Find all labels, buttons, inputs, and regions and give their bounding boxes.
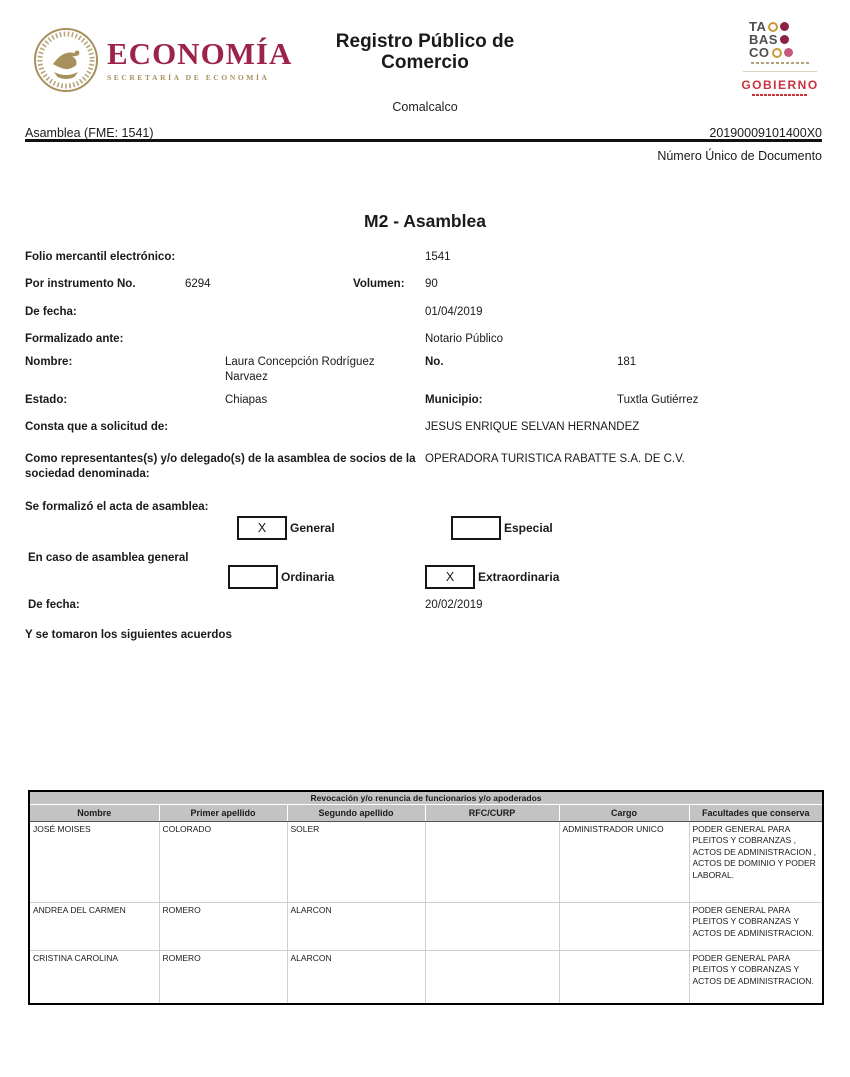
- checkbox-row-general-especial: [25, 516, 822, 542]
- folio-value: 1541: [425, 251, 451, 263]
- especial-checkbox: [451, 516, 501, 540]
- pink-dot-icon: [784, 48, 793, 57]
- municipio-value: Tuxtla Gutiérrez: [617, 394, 699, 406]
- especial-label: Especial: [504, 520, 553, 535]
- col-header-primer-apellido: Primer apellido: [159, 804, 287, 821]
- cell-primer-apellido: ROMERO: [159, 902, 287, 950]
- col-header-segundo-apellido: Segundo apellido: [287, 804, 425, 821]
- municipio-label: Municipio:: [425, 394, 483, 406]
- volumen-value: 90: [425, 278, 438, 290]
- cell-cargo: ADMINISTRADOR UNICO: [559, 821, 689, 902]
- ordinaria-label: Ordinaria: [281, 569, 335, 584]
- estado-value: Chiapas: [225, 394, 268, 406]
- extraordinaria-checkbox: X: [425, 565, 475, 589]
- nud-caption: Número Único de Documento: [657, 149, 822, 163]
- extraordinaria-checkbox-group: [425, 565, 559, 589]
- tabasco-letters-ta: TA: [749, 19, 767, 34]
- document-title: M2 - Asamblea: [364, 211, 486, 231]
- registry-title: Registro Público de Comercio: [335, 31, 515, 73]
- formalizado-value: Notario Público: [425, 333, 503, 345]
- acuerdos-label-text: Y se tomaron los siguientes acuerdos: [25, 629, 232, 641]
- folio-label: Folio mercantil electrónico:: [25, 251, 176, 263]
- fecha1-value: 01/04/2019: [425, 306, 483, 318]
- consta-label: Consta que a solicitud de:: [25, 421, 169, 433]
- tabasco-divider: [743, 71, 817, 72]
- municipality-label: Comalcalco: [392, 100, 458, 114]
- cell-facultades: PODER GENERAL PARA PLEITOS Y COBRANZAS Y ACTOS DE ADMINISTRACION.: [689, 902, 823, 950]
- tabasco-letters-co: CO: [749, 45, 770, 60]
- cell-nombre: JOSÉ MOISES: [33, 823, 91, 834]
- estado-label: Estado:: [25, 394, 68, 406]
- extraordinaria-label: Extraordinaria: [478, 569, 560, 584]
- cell-cargo: [559, 950, 689, 1004]
- representantes-value: OPERADORA TURISTICA RABATTE S.A. DE C.V.: [425, 453, 685, 465]
- especial-checkbox-group: [451, 516, 553, 540]
- maroon-dot-icon: [780, 22, 789, 31]
- cell-segundo-apellido: SOLER: [287, 821, 425, 902]
- cell-segundo-apellido: ALARCON: [287, 950, 425, 1004]
- notario-no-label: No.: [425, 356, 444, 368]
- col-header-rfc-curp: RFC/CURP: [425, 804, 559, 821]
- double-rule: [25, 139, 822, 142]
- ordinaria-checkbox: [228, 565, 278, 589]
- fecha2-value: 20/02/2019: [425, 599, 483, 611]
- table-header-row: [29, 804, 823, 821]
- col-header-cargo: Cargo: [559, 804, 689, 821]
- table-row: [29, 821, 823, 902]
- col-header-nombre: Nombre: [29, 804, 159, 821]
- notario-no-value: 181: [617, 356, 637, 368]
- cell-nombre: CRISTINA CAROLINA: [29, 950, 159, 1004]
- instrumento-value: 6294: [185, 278, 211, 290]
- table-row: [29, 950, 823, 1004]
- table-row: [29, 902, 823, 950]
- tabasco-gobierno-logo: [738, 20, 822, 96]
- fecha1-label: De fecha:: [25, 306, 77, 318]
- nombre-label: Nombre:: [25, 356, 73, 368]
- col-header-facultades: Facultades que conserva: [689, 804, 823, 821]
- gobierno-label: GOBIERNO: [741, 78, 819, 92]
- general-checkbox: X: [237, 516, 287, 540]
- asamblea-fme-label: Asamblea (FME: 1541): [25, 126, 154, 140]
- instrumento-label: Por instrumento No.: [25, 278, 136, 290]
- gold-ring-icon: [772, 48, 782, 58]
- acta-label-text: Se formalizó el acta de asamblea:: [25, 501, 209, 513]
- table-title-row: [29, 791, 823, 804]
- cell-segundo-apellido: ALARCON: [287, 902, 425, 950]
- formalizado-label: Formalizado ante:: [25, 333, 124, 345]
- gold-ring-icon: [768, 22, 778, 32]
- unique-document-number: 20190009101400X0: [709, 126, 822, 140]
- general-checkbox-group: [237, 516, 335, 540]
- representantes-label: Como representantes(s) y/o delegado(s) de la asamblea de socios de la sociedad denominada:: [25, 453, 416, 480]
- cell-cargo: [559, 902, 689, 950]
- economia-subtitle: SECRETARÍA DE ECONOMÍA: [107, 73, 270, 82]
- cell-rfc-curp: [425, 950, 559, 1004]
- volumen-label: Volumen:: [353, 278, 405, 290]
- tabasco-tagline-bar: [751, 62, 809, 64]
- cell-nombre: ANDREA DEL CARMEN: [29, 902, 159, 950]
- table-title: Revocación y/o renuncia de funcionarios y/o apoderados: [29, 791, 823, 804]
- maroon-dot-icon: [780, 35, 789, 44]
- cell-facultades: PODER GENERAL PARA PLEITOS Y COBRANZAS Y ACTOS DE ADMINISTRACION.: [689, 950, 823, 1004]
- gobierno-tagline-bar: [752, 94, 808, 96]
- cell-rfc-curp: [425, 902, 559, 950]
- economia-wordmark: ECONOMÍA: [107, 36, 293, 71]
- checkbox-row-ordinaria-extraordinaria: [25, 565, 822, 591]
- revocacion-table: [28, 790, 824, 1005]
- cell-rfc-curp: [425, 821, 559, 902]
- reference-line: [25, 126, 822, 140]
- general-label: General: [290, 520, 335, 535]
- cell-facultades: PODER GENERAL PARA PLEITOS Y COBRANZAS , ACTOS DE ADMINISTRACION , ACTOS DE DOMINIO Y PODER LABORAL.: [689, 821, 823, 902]
- tabasco-letters-bas: BAS: [749, 32, 778, 47]
- fecha2-label: De fecha:: [28, 599, 80, 611]
- nombre-value: Laura Concepción Rodríguez Narvaez: [225, 356, 375, 383]
- caso-label-text: En caso de asamblea general: [28, 552, 189, 564]
- consta-value: JESUS ENRIQUE SELVAN HERNANDEZ: [425, 421, 640, 433]
- registry-title-block: [0, 31, 850, 73]
- cell-primer-apellido: ROMERO: [159, 950, 287, 1004]
- ordinaria-checkbox-group: [228, 565, 334, 589]
- cell-primer-apellido: COLORADO: [159, 821, 287, 902]
- tabasco-logo-row-3: [749, 46, 811, 59]
